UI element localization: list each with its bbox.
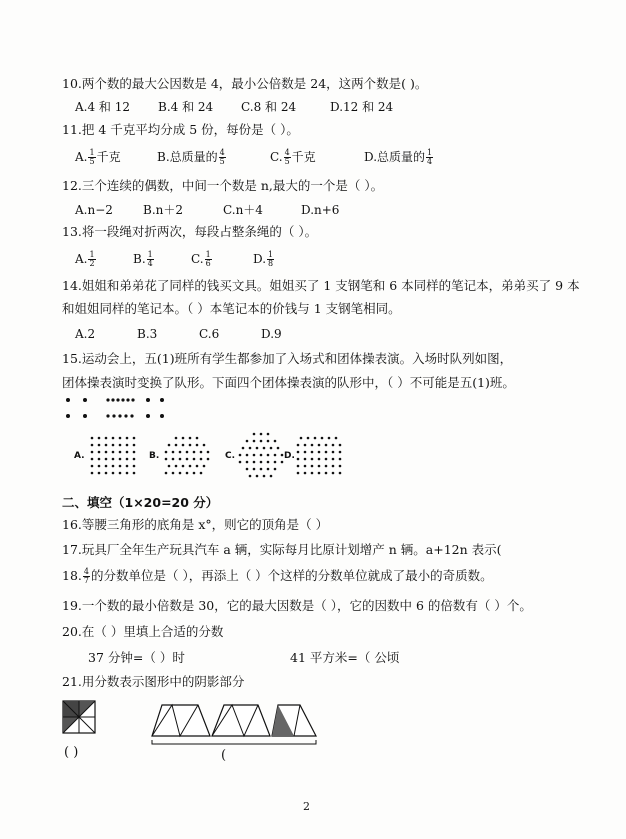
- question-10-options: [75, 99, 393, 115]
- formation-dot: [168, 444, 171, 447]
- formation-dot: [203, 465, 206, 468]
- formation-dot: [260, 461, 263, 464]
- formation-dot: [126, 437, 129, 440]
- formation-dot: [277, 447, 280, 450]
- formation-dot: [105, 444, 108, 447]
- formation-dot: [126, 472, 129, 475]
- formation-dot: [182, 465, 185, 468]
- formation-dot: [304, 444, 307, 447]
- formation-dot: [98, 451, 101, 454]
- formation-dot: [304, 451, 307, 454]
- trapezoids-figure: [150, 700, 320, 752]
- formation-dot: [325, 451, 328, 454]
- formation-dot: [133, 444, 136, 447]
- formation-dot: [165, 472, 168, 475]
- formation-dot: [200, 451, 203, 454]
- option-c: C. $\frac{1}{6}$: [191, 250, 211, 268]
- formation-dot: [304, 465, 307, 468]
- formation-dot: [179, 472, 182, 475]
- question-21: 21.用分数表示图形中的阴影部分: [62, 674, 245, 689]
- formation-dot: [318, 472, 321, 475]
- option-d: D.n+6: [301, 203, 340, 217]
- formation-dot: [318, 444, 321, 447]
- formation-dot: [172, 458, 175, 461]
- question-14-line-1: 14.姐姐和弟弟花了同样的钱买文具。姐姐买了 1 支钢笔和 6 本同样的笔记本，弟弟买了 9 本: [62, 278, 580, 293]
- formation-dot: [112, 444, 115, 447]
- formation-dot: [165, 451, 168, 454]
- formation-b-dots: [165, 437, 210, 475]
- option-b: B.3: [137, 327, 158, 341]
- formation-dot: [253, 454, 256, 457]
- formation-dot: [260, 433, 263, 436]
- formation-dot: [239, 461, 242, 464]
- formation-dot: [175, 465, 178, 468]
- formation-dot: [207, 451, 210, 454]
- formation-dot: [325, 458, 328, 461]
- formation-dot: [332, 472, 335, 475]
- formation-dot: [126, 458, 129, 461]
- option-a: A. $\frac{1}{5}$ 千克: [75, 148, 121, 166]
- formation-dot: [339, 451, 342, 454]
- formation-dot: [172, 472, 175, 475]
- question-12-options: [75, 202, 339, 218]
- formation-dot: [339, 458, 342, 461]
- formation-dot: [318, 465, 321, 468]
- formation-dot: [253, 461, 256, 464]
- formation-dot: [126, 465, 129, 468]
- formation-dot: [267, 468, 270, 471]
- formation-dot: [239, 454, 242, 457]
- formation-dot: [189, 444, 192, 447]
- question-13: 13.将一段绳对折两次，每段占整条绳的（ ）。: [62, 224, 318, 239]
- formation-dot: [318, 451, 321, 454]
- formation-dot: [91, 458, 94, 461]
- question-17: 17.玩具厂全年生产玩具汽车 a 辆，实际每月比原计划增产 n 辆。a+12n 表示(: [62, 542, 502, 557]
- formation-dot: [297, 472, 300, 475]
- formation-d-label: D.: [284, 451, 295, 461]
- fraction: $\frac{1}{5}$: [89, 148, 95, 166]
- entry-formation-figure: [60, 392, 180, 424]
- formation-dot: [105, 458, 108, 461]
- formation-dot: [196, 444, 199, 447]
- formation-dot: [263, 475, 266, 478]
- formation-a-dots: [91, 437, 136, 475]
- formation-dot: [105, 465, 108, 468]
- formation-dot: [274, 440, 277, 443]
- option-d: D.9: [261, 327, 282, 341]
- formation-dot: [186, 451, 189, 454]
- formation-dot: [332, 458, 335, 461]
- formation-c-label: C.: [225, 451, 236, 461]
- question-13-options: [75, 248, 275, 270]
- option-b: B.n＋2: [143, 203, 183, 217]
- formation-d-dots: [297, 437, 342, 475]
- formation-dot: [193, 472, 196, 475]
- fraction: $\frac{4}{5}$: [284, 148, 290, 166]
- formation-dot: [112, 451, 115, 454]
- formation-dot: [325, 472, 328, 475]
- formation-dot: [182, 444, 185, 447]
- formation-dot: [193, 458, 196, 461]
- formation-dot: [325, 444, 328, 447]
- fraction: $\frac{4}{7}$: [83, 567, 89, 585]
- formation-dot: [311, 472, 314, 475]
- formation-dot: [314, 437, 317, 440]
- formation-dot: [260, 454, 263, 457]
- formation-dot: [274, 468, 277, 471]
- formation-dot: [260, 468, 263, 471]
- formation-dot: [112, 465, 115, 468]
- formation-dot: [297, 444, 300, 447]
- question-11-options: [75, 146, 434, 168]
- question-16: 16.等腰三角形的底角是 x°，则它的顶角是（ ）: [62, 517, 329, 532]
- formation-dot: [91, 451, 94, 454]
- shaded-square-figure: [62, 700, 98, 736]
- formation-dot: [253, 440, 256, 443]
- formation-c-dots: [239, 433, 284, 478]
- formation-dot: [304, 458, 307, 461]
- formation-dot: [242, 447, 245, 450]
- formation-dot: [196, 437, 199, 440]
- formation-dot: [119, 458, 122, 461]
- formation-dot: [256, 447, 259, 450]
- formation-dot: [253, 433, 256, 436]
- formation-dot: [246, 440, 249, 443]
- formation-dot: [249, 475, 252, 478]
- option-d: D. $\frac{1}{8}$: [253, 250, 274, 268]
- formation-dot: [91, 472, 94, 475]
- section-heading: 二、填空（1×20=20 分）: [62, 495, 219, 510]
- formation-dot: [200, 472, 203, 475]
- formation-dot: [318, 458, 321, 461]
- question-14-options: [75, 326, 282, 342]
- formation-dot: [196, 465, 199, 468]
- formation-dot: [332, 451, 335, 454]
- formation-dot: [91, 465, 94, 468]
- option-c: C.6: [199, 327, 220, 341]
- formation-dot: [300, 437, 303, 440]
- formation-dot: [311, 444, 314, 447]
- question-15-line-1: 15.运动会上，五(1)班所有学生都参加了入场式和团体操表演。入场时队列如图，: [62, 351, 513, 366]
- option-a: A.n−2: [75, 203, 113, 217]
- formation-dot: [119, 444, 122, 447]
- question-11: 11.把 4 千克平均分成 5 份，每份是（ ）。: [62, 122, 299, 137]
- option-b: B. $\frac{1}{4}$: [133, 250, 153, 268]
- formation-dot: [270, 447, 273, 450]
- formation-dot: [186, 458, 189, 461]
- formation-dot: [321, 437, 324, 440]
- formation-dot: [281, 454, 284, 457]
- formation-dot: [133, 451, 136, 454]
- question-10: 10.两个数的最大公因数是 4，最小公倍数是 24，这两个数是( )。: [62, 76, 428, 91]
- formation-dot: [119, 437, 122, 440]
- formation-dot: [339, 465, 342, 468]
- formation-dot: [267, 440, 270, 443]
- formation-dot: [98, 458, 101, 461]
- formation-dot: [126, 451, 129, 454]
- formation-dot: [119, 465, 122, 468]
- formation-dot: [328, 437, 331, 440]
- formation-dot: [267, 454, 270, 457]
- question-20: 20.在（ ）里填上合适的分数: [62, 624, 224, 639]
- answer-parenthesis-1: ( ): [64, 745, 79, 760]
- question-18: 18. $\frac{4}{7}$ 的分数单位是（ ），再添上（ ）个这样的分数单位就成了最小的奇质数。: [62, 567, 493, 585]
- formation-dot: [246, 461, 249, 464]
- question-20-left: 37 分钟=（ ）时: [88, 650, 185, 665]
- formation-dot: [307, 437, 310, 440]
- formation-dot: [249, 447, 252, 450]
- formation-dot: [311, 451, 314, 454]
- formation-dot: [133, 458, 136, 461]
- formation-dot: [133, 465, 136, 468]
- formation-dot: [98, 444, 101, 447]
- formation-dot: [200, 458, 203, 461]
- option-a: A. $\frac{1}{2}$: [75, 250, 95, 268]
- formation-dot: [105, 472, 108, 475]
- formation-dot: [112, 472, 115, 475]
- formation-b-label: B.: [149, 451, 160, 461]
- option-c: C. $\frac{4}{5}$ 千克: [270, 148, 316, 166]
- formation-options-figure: [72, 430, 372, 478]
- formation-dot: [119, 472, 122, 475]
- formation-dot: [98, 465, 101, 468]
- formation-dot: [297, 451, 300, 454]
- formation-a-label: A.: [74, 451, 85, 461]
- formation-dot: [325, 465, 328, 468]
- fraction: $\frac{4}{5}$: [219, 148, 225, 166]
- question-20-right: 41 平方米=（ 公顷: [290, 650, 400, 665]
- formation-dot: [332, 465, 335, 468]
- formation-dot: [179, 458, 182, 461]
- answer-parenthesis-2: (: [221, 748, 227, 763]
- formation-dot: [98, 472, 101, 475]
- formation-dot: [297, 465, 300, 468]
- formation-dot: [281, 461, 284, 464]
- formation-dot: [260, 440, 263, 443]
- formation-dot: [207, 458, 210, 461]
- formation-dot: [179, 451, 182, 454]
- formation-dot: [256, 475, 259, 478]
- option-c: C.n＋4: [223, 203, 263, 217]
- formation-dot: [189, 437, 192, 440]
- formation-dot: [274, 461, 277, 464]
- formation-dot: [105, 451, 108, 454]
- formation-dot: [133, 437, 136, 440]
- formation-dot: [193, 451, 196, 454]
- formation-dot: [165, 458, 168, 461]
- formation-dot: [112, 458, 115, 461]
- formation-dot: [311, 465, 314, 468]
- formation-dot: [112, 437, 115, 440]
- formation-dot: [332, 444, 335, 447]
- option-d: D.总质量的 $\frac{1}{4}$: [364, 148, 433, 166]
- formation-dot: [253, 468, 256, 471]
- option-d: D.12 和 24: [330, 100, 394, 114]
- formation-dot: [246, 454, 249, 457]
- formation-dot: [304, 472, 307, 475]
- entry-formation-dots: [66, 398, 164, 418]
- formation-dot: [267, 433, 270, 436]
- question-14-line-2: 和姐姐同样的笔记本。（ ）本笔记本的价钱与 1 支钢笔相同。: [62, 301, 401, 316]
- option-b: B.4 和 24: [158, 100, 214, 114]
- formation-dot: [105, 437, 108, 440]
- formation-dot: [339, 444, 342, 447]
- formation-dot: [175, 444, 178, 447]
- formation-dot: [270, 475, 273, 478]
- formation-dot: [168, 465, 171, 468]
- formation-dot: [263, 447, 266, 450]
- formation-dot: [91, 444, 94, 447]
- formation-dot: [175, 437, 178, 440]
- formation-dot: [335, 437, 338, 440]
- formation-dot: [119, 451, 122, 454]
- question-19: 19.一个数的最小倍数是 30，它的最大因数是（ ），它的因数中 6 的倍数有（ ）个。: [62, 598, 532, 613]
- formation-dot: [133, 472, 136, 475]
- formation-dot: [274, 454, 277, 457]
- formation-dot: [98, 437, 101, 440]
- formation-dot: [203, 444, 206, 447]
- option-c: C.8 和 24: [241, 100, 297, 114]
- formation-dot: [267, 461, 270, 464]
- formation-dot: [126, 444, 129, 447]
- formation-dot: [246, 468, 249, 471]
- formation-dot: [172, 451, 175, 454]
- page-number: 2: [303, 800, 310, 813]
- option-a: A.4 和 12: [75, 100, 131, 114]
- option-b: B.总质量的 $\frac{4}{5}$: [157, 148, 225, 166]
- formation-dot: [186, 472, 189, 475]
- formation-dot: [297, 458, 300, 461]
- formation-dot: [91, 437, 94, 440]
- formation-dot: [311, 458, 314, 461]
- option-a: A.2: [75, 327, 96, 341]
- formation-dot: [182, 437, 185, 440]
- fraction: $\frac{1}{4}$: [427, 148, 433, 166]
- formation-dot: [189, 465, 192, 468]
- formation-dot: [339, 472, 342, 475]
- question-15-line-2: 团体操表演时变换了队形。下面四个团体操表演的队形中，（ ）不可能是五(1)班。: [62, 375, 515, 390]
- question-12: 12.三个连续的偶数，中间一个数是 n,最大的一个是（ ）。: [62, 178, 384, 193]
